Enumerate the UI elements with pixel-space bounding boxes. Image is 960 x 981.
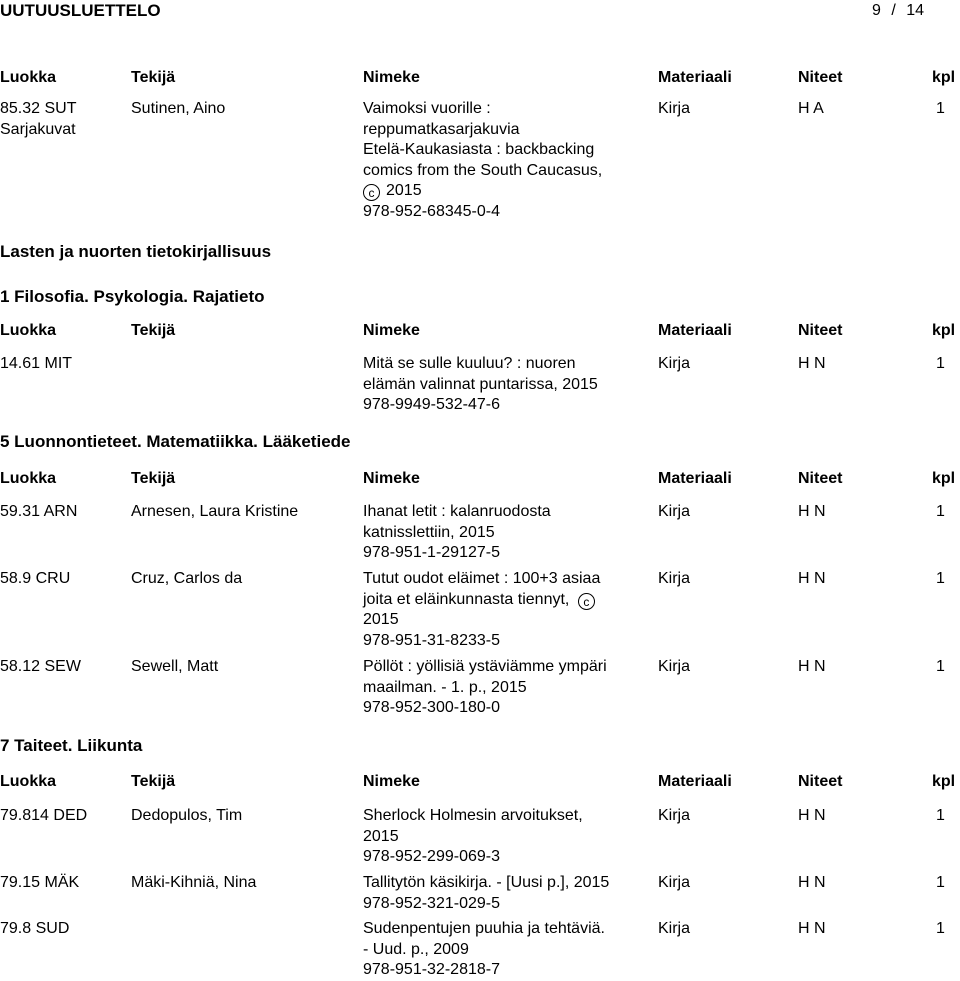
column-header-luokka: Luokka	[0, 322, 57, 339]
row-year: 2015	[363, 827, 399, 845]
row-kpl: 1	[936, 874, 945, 891]
row-nimeke-line	[363, 590, 595, 611]
page-separator: /	[891, 2, 896, 19]
row-genre: Sarjakuvat	[0, 120, 76, 138]
column-header-nimeke: Nimeke	[363, 773, 420, 790]
row-isbn: 978-952-321-029-5	[363, 894, 500, 912]
column-header-niteet: Niteet	[798, 773, 843, 790]
row-tekija: Mäki-Kihniä, Nina	[131, 874, 257, 891]
copyright-icon: c	[363, 184, 380, 201]
row-kpl: 1	[936, 570, 945, 587]
column-header-luokka: Luokka	[0, 773, 57, 790]
row-niteet: H A	[798, 100, 824, 117]
row-nimeke-line: reppumatkasarjakuvia	[363, 120, 520, 138]
column-header-nimeke: Nimeke	[363, 322, 420, 339]
row-nimeke-year	[363, 181, 422, 202]
row-materiaali: Kirja	[658, 100, 691, 117]
column-header-materiaali: Materiaali	[658, 322, 732, 339]
row-niteet: H N	[798, 807, 826, 824]
column-header-materiaali: Materiaali	[658, 69, 732, 86]
column-header-kpl: kpl	[932, 470, 956, 487]
row-materiaali: Kirja	[658, 874, 691, 891]
row-nimeke-line: Etelä-Kaukasiasta : backbacking	[363, 141, 595, 158]
row-nimeke-line: Pöllöt : yöllisiä ystäviämme ympäri	[363, 658, 607, 675]
column-header-luokka: Luokka	[0, 470, 57, 487]
row-tekija: Sewell, Matt	[131, 658, 219, 675]
row-nimeke-line: comics from the South Caucasus,	[363, 161, 603, 179]
row-luokka: 85.32 SUT	[0, 100, 77, 117]
row-materiaali: Kirja	[658, 355, 691, 372]
document-title: UUTUUSLUETTELO	[0, 1, 161, 20]
column-header-nimeke: Nimeke	[363, 470, 420, 487]
section-heading: 1 Filosofia. Psykologia. Rajatieto	[0, 287, 265, 306]
row-nimeke-line: Sherlock Holmesin arvoitukset,	[363, 807, 583, 824]
row-nimeke-text: joita et eläinkunnasta tiennyt,	[363, 590, 570, 608]
column-header-materiaali: Materiaali	[658, 470, 732, 487]
row-luokka: 79.814 DED	[0, 807, 88, 824]
row-materiaali: Kirja	[658, 503, 691, 520]
page-total: 14	[906, 2, 925, 19]
row-tekija: Cruz, Carlos da	[131, 570, 243, 587]
row-nimeke-line: Mitä se sulle kuuluu? : nuoren	[363, 355, 576, 372]
column-header-niteet: Niteet	[798, 470, 843, 487]
row-kpl: 1	[936, 920, 945, 937]
row-year: 2015	[386, 182, 422, 199]
row-nimeke-line: Sudenpentujen puuhia ja tehtäviä.	[363, 920, 605, 937]
section-heading: 5 Luonnontieteet. Matematiikka. Lääketiede	[0, 432, 351, 451]
row-luokka: 58.12 SEW	[0, 658, 81, 675]
row-tekija: Arnesen, Laura Kristine	[131, 503, 299, 520]
row-niteet: H N	[798, 658, 826, 675]
column-header-nimeke: Nimeke	[363, 69, 420, 86]
row-niteet: H N	[798, 874, 826, 891]
section-heading: 7 Taiteet. Liikunta	[0, 736, 143, 755]
row-kpl: 1	[936, 100, 945, 117]
column-header-tekija: Tekijä	[131, 69, 176, 86]
page-number: 9	[872, 2, 881, 19]
row-kpl: 1	[936, 503, 945, 520]
row-nimeke-line: - Uud. p., 2009	[363, 940, 469, 958]
row-niteet: H N	[798, 355, 826, 372]
column-header-kpl: kpl	[932, 322, 956, 339]
row-luokka: 79.8 SUD	[0, 920, 70, 937]
row-kpl: 1	[936, 355, 945, 372]
row-year: 2015	[363, 611, 399, 628]
row-luokka: 58.9 CRU	[0, 570, 71, 587]
row-isbn: 978-951-31-8233-5	[363, 631, 500, 649]
row-materiaali: Kirja	[658, 570, 691, 587]
page-indicator	[872, 0, 924, 22]
column-header-tekija: Tekijä	[131, 322, 176, 339]
row-isbn: 978-952-300-180-0	[363, 699, 500, 716]
section-heading: Lasten ja nuorten tietokirjallisuus	[0, 242, 272, 261]
row-niteet: H N	[798, 570, 826, 587]
row-niteet: H N	[798, 503, 826, 520]
column-header-kpl: kpl	[932, 773, 956, 790]
column-header-niteet: Niteet	[798, 322, 843, 339]
copyright-icon: c	[578, 593, 595, 610]
row-isbn: 978-9949-532-47-6	[363, 396, 500, 413]
row-nimeke-line: elämän valinnat puntarissa, 2015	[363, 375, 598, 393]
row-nimeke-line: Ihanat letit : kalanruodosta	[363, 503, 551, 520]
row-materiaali: Kirja	[658, 807, 691, 824]
column-header-tekija: Tekijä	[131, 773, 176, 790]
row-isbn: 978-952-68345-0-4	[363, 202, 500, 220]
row-nimeke-line: Vaimoksi vuorille :	[363, 100, 491, 117]
column-header-materiaali: Materiaali	[658, 773, 732, 790]
row-luokka: 59.31 ARN	[0, 503, 78, 520]
row-kpl: 1	[936, 807, 945, 824]
row-nimeke-line: katnisslettiin, 2015	[363, 523, 495, 541]
row-nimeke-line: Tutut oudot eläimet : 100+3 asiaa	[363, 570, 601, 587]
row-materiaali: Kirja	[658, 920, 691, 937]
row-isbn: 978-952-299-069-3	[363, 848, 500, 865]
column-header-niteet: Niteet	[798, 69, 843, 86]
column-header-kpl: kpl	[932, 69, 956, 86]
row-nimeke-line: maailman. - 1. p., 2015	[363, 678, 527, 696]
row-luokka: 14.61 MIT	[0, 355, 73, 372]
row-tekija: Dedopulos, Tim	[131, 807, 243, 824]
row-isbn: 978-951-1-29127-5	[363, 544, 500, 561]
row-materiaali: Kirja	[658, 658, 691, 675]
row-niteet: H N	[798, 920, 826, 937]
row-tekija: Sutinen, Aino	[131, 100, 226, 117]
column-header-tekija: Tekijä	[131, 470, 176, 487]
row-luokka: 79.15 MÄK	[0, 874, 80, 891]
column-header-luokka: Luokka	[0, 69, 57, 86]
row-nimeke-line: Tallitytön käsikirja. - [Uusi p.], 2015	[363, 874, 610, 891]
row-isbn: 978-951-32-2818-7	[363, 961, 500, 978]
row-kpl: 1	[936, 658, 945, 675]
